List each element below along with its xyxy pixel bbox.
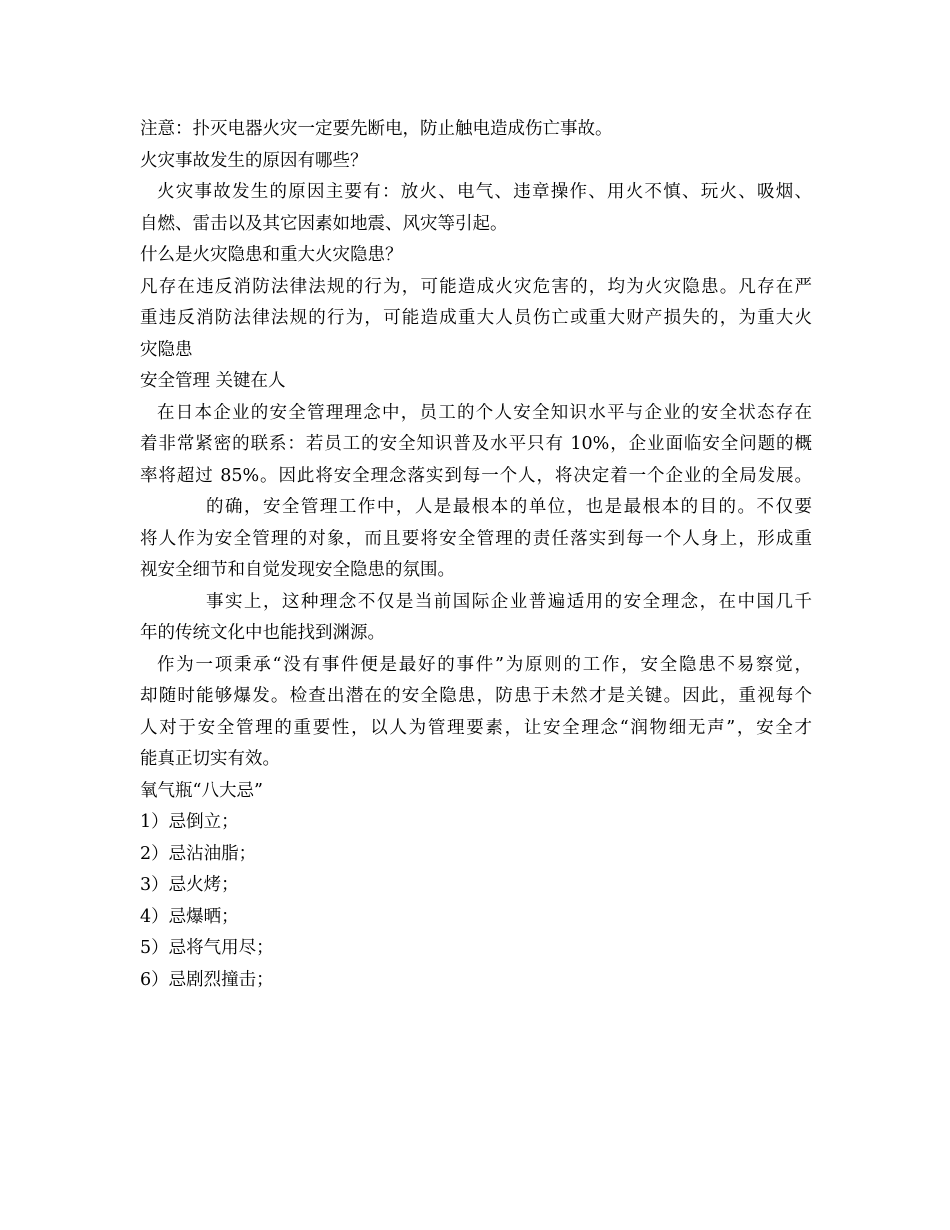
heading-fire-hazards: 什么是火灾隐患和重大火灾隐患？ (140, 245, 403, 265)
note-electrical-fire: 注意：扑灭电器火灾一定要先断电，防止触电造成伤亡事故。 (140, 119, 613, 139)
paragraph-line: 年的传统文化中也能找到渊源。 (140, 623, 385, 643)
heading-oxygen-cylinder: 氧气瓶“八大忌” (140, 780, 263, 801)
paragraph-line: 能真正切实有效。 (140, 749, 280, 769)
list-item: 5）忌将气用尽； (140, 938, 274, 958)
paragraph-line: 凡存在违反消防法律法规的行为，可能造成火灾危害的，均为火灾隐患。凡存在严 (140, 276, 812, 297)
list-item: 2）忌沾油脂； (140, 843, 257, 864)
paragraph-line: 率将超过 85%。因此将安全理念落实到每一个人，将决定着一个企业的全局发展。 (140, 465, 812, 486)
paragraph-line: 在日本企业的安全管理理念中，员工的个人安全知识水平与企业的安全状态存在 (157, 402, 812, 423)
heading-safety-management: 安全管理 关键在人 (140, 371, 286, 391)
paragraph-line: 的确，安全管理工作中，人是最根本的单位，也是最根本的目的。不仅要 (206, 497, 812, 517)
list-item: 3）忌火烤； (140, 875, 239, 895)
document-page (140, 114, 812, 996)
paragraph-line: 作为一项秉承“没有事件便是最好的事件”为原则的工作，安全隐患不易察觉， (157, 654, 812, 675)
list-item: 6）忌剧烈撞击； (140, 969, 274, 990)
heading-fire-causes: 火灾事故发生的原因有哪些？ (140, 150, 368, 171)
paragraph-line: 将人作为安全管理的对象，而且要将安全管理的责任落实到每一个人身上，形成重 (140, 528, 812, 549)
paragraph-line: 却随时能够爆发。检查出潜在的安全隐患，防患于未然才是关键。因此，重视每个 (140, 686, 812, 706)
paragraph-line: 事实上，这种理念不仅是当前国际企业普遍适用的安全理念，在中国几千 (206, 591, 812, 612)
paragraph-line: 着非常紧密的联系：若员工的安全知识普及水平只有 10%，企业面临安全问题的概 (140, 434, 812, 454)
list-item: 1）忌倒立； (140, 812, 239, 832)
paragraph-line: 火灾事故发生的原因主要有：放火、电气、违章操作、用火不慎、玩火、吸烟、 (157, 182, 812, 202)
paragraph-line: 人对于安全管理的重要性，以人为管理要素，让安全理念“润物细无声”，安全才 (140, 717, 812, 738)
paragraph-line: 重违反消防法律法规的行为，可能造成重大人员伤亡或重大财产损失的，为重大火 (140, 308, 812, 328)
paragraph-line: 视安全细节和自觉发现安全隐患的氛围。 (140, 560, 455, 580)
paragraph-line: 灾隐患 (140, 339, 193, 360)
paragraph-line: 自燃、雷击以及其它因素如地震、风灾等引起。 (140, 213, 508, 234)
list-item: 4）忌爆晒； (140, 906, 239, 927)
